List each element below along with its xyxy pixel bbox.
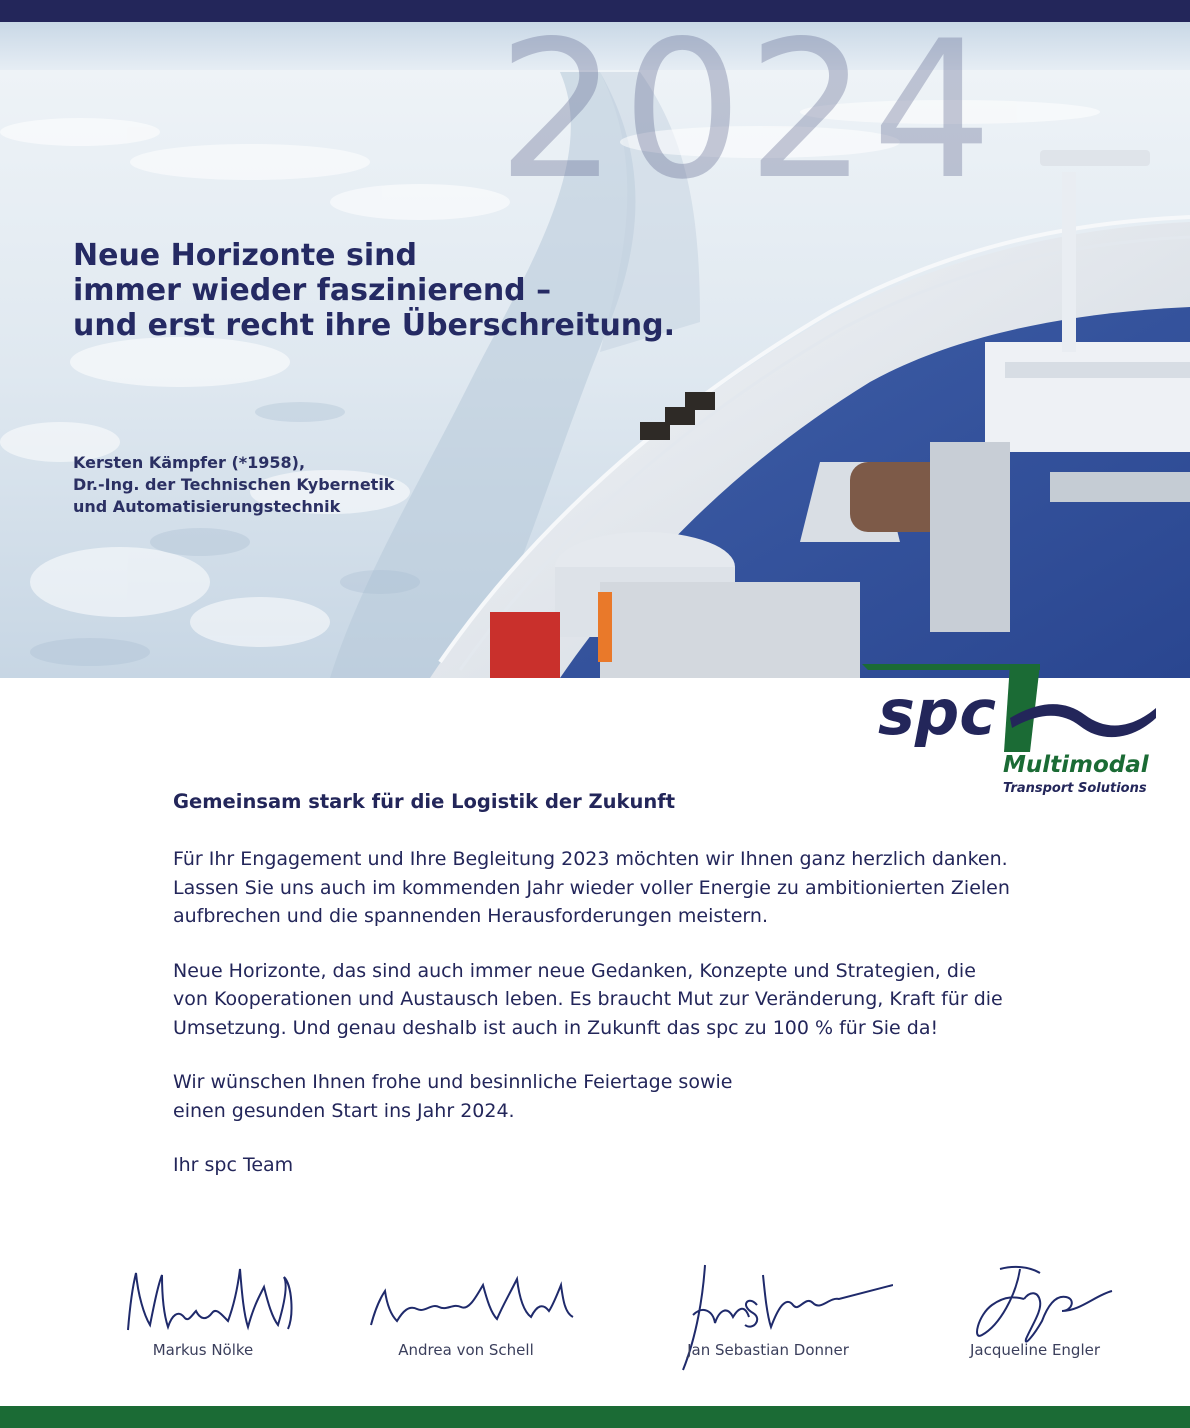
author-line: und Automatisierungstechnik [73,497,341,516]
paragraph-2 [173,957,1103,1043]
paragraph-3 [173,1068,1103,1125]
quote-line: und erst recht ihre Überschreitung. [73,308,676,343]
author-line: Kersten Kämpfer (*1958), [73,453,306,472]
hero-photo [0,22,1190,678]
paragraph-line: einen gesunden Start ins Jahr 2024. [173,1099,515,1122]
signature-name: Jan Sebastian Donner [687,1341,849,1359]
paragraph-line: Für Ihr Engagement und Ihre Begleitung 2023 möchten wir Ihnen ganz herzlich danken. [173,848,1008,870]
paragraph-line: aufbrechen und die spannenden Herausforderungen meistern. [173,905,768,927]
quote-author [73,452,394,518]
signature-markus-noelke [88,1255,318,1345]
logo-tagline-1: Multimodal [1003,752,1149,778]
signature-block [351,1255,581,1375]
top-color-bar [0,0,1190,22]
bottom-color-bar [0,1406,1190,1428]
signature-block [920,1255,1150,1375]
signature-name: Andrea von Schell [398,1341,534,1359]
paragraph-line: Neue Horizonte, das sind auch immer neue Gedanken, Konzepte und Strategien, die [173,959,976,982]
paragraph-line: von Kooperationen und Austausch leben. Es braucht Mut zur Veränderung, Kraft für die [173,988,1003,1010]
quote-line: Neue Horizonte sind [73,238,417,273]
paragraph-1 [173,845,1103,931]
letter-heading: Gemeinsam stark für die Logistik der Zukunft [173,790,676,813]
logo-wordmark: spc [878,676,997,749]
logo-tagline-2: Transport Solutions [1003,781,1147,796]
signature-name: Markus Nölke [152,1341,254,1359]
signature-block [653,1255,883,1375]
hero-year: 2024 [497,22,997,221]
spc-logo-mark [860,660,1160,800]
paragraph-line: Umsetzung. Und genau deshalb ist auch in Zukunft das spc zu 100 % für Sie da! [173,1016,939,1039]
signature-name: Jacqueline Engler [969,1341,1101,1359]
letter-body [173,790,1103,1206]
spc-logo [860,660,1160,800]
paragraph-line: Lassen Sie uns auch im kommenden Jahr wieder voller Energie zu ambitionierten Zielen [173,876,1010,899]
hero-quote [73,238,675,343]
signature-jacqueline-engler [920,1255,1150,1355]
quote-line: immer wieder faszinierend – [73,273,552,308]
closing: Ihr spc Team [173,1154,294,1176]
paragraph-line: Wir wünschen Ihnen frohe und besinnliche Feiertage sowie [173,1071,733,1093]
author-line: Dr.-Ing. der Technischen Kybernetik [73,475,395,494]
signature-block [88,1255,318,1375]
signature-andrea-von-schell [351,1255,581,1345]
